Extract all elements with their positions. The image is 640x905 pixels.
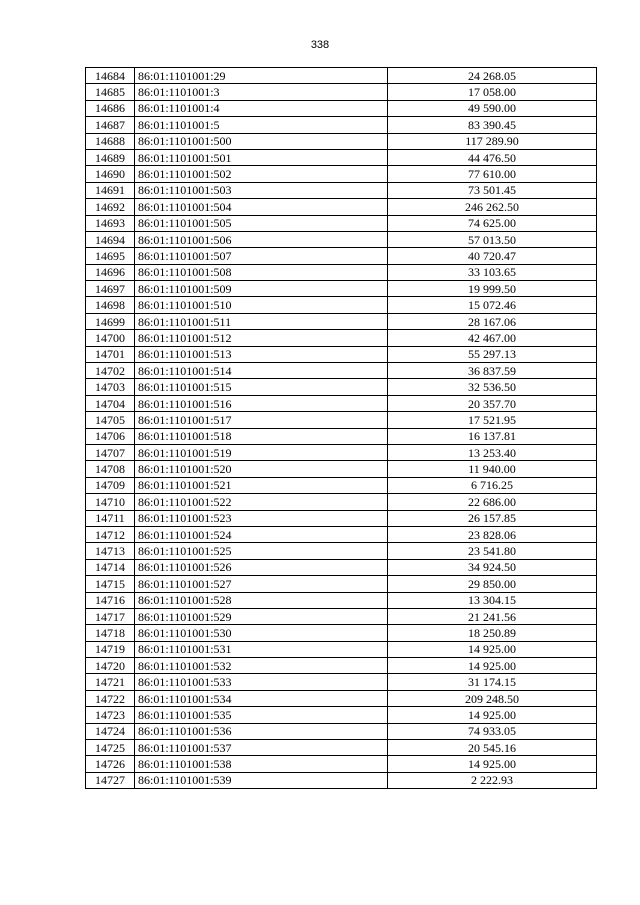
table-row [86, 526, 597, 542]
cadastral-number: 86:01:1101001:537 [135, 740, 388, 756]
cadastral-number: 86:01:1101001:528 [135, 592, 388, 608]
cadastral-value: 22 686.00 [388, 494, 597, 510]
table-row [86, 100, 597, 116]
table-row [86, 199, 597, 215]
cadastral-number: 86:01:1101001:508 [135, 264, 388, 280]
cadastral-number: 86:01:1101001:3 [135, 84, 388, 100]
table-row [86, 84, 597, 100]
row-number: 14696 [86, 264, 135, 280]
cadastral-value: 42 467.00 [388, 330, 597, 346]
cadastral-value: 23 828.06 [388, 526, 597, 542]
cadastral-number: 86:01:1101001:521 [135, 477, 388, 493]
table-row [86, 510, 597, 526]
cadastral-value: 19 999.50 [388, 281, 597, 297]
cadastral-number: 86:01:1101001:535 [135, 707, 388, 723]
cadastral-value: 15 072.46 [388, 297, 597, 313]
table-row [86, 625, 597, 641]
cadastral-value: 24 268.05 [388, 68, 597, 84]
cadastral-value: 14 925.00 [388, 707, 597, 723]
table-row [86, 117, 597, 133]
table-row [86, 248, 597, 264]
cadastral-value: 29 850.00 [388, 576, 597, 592]
table-row [86, 395, 597, 411]
table-row [86, 231, 597, 247]
table-row [86, 330, 597, 346]
table-row [86, 379, 597, 395]
cadastral-number: 86:01:1101001:531 [135, 641, 388, 657]
table-row [86, 592, 597, 608]
cadastral-value: 57 013.50 [388, 231, 597, 247]
page-number: 338 [310, 39, 330, 51]
cadastral-value: 49 590.00 [388, 100, 597, 116]
table-row [86, 756, 597, 772]
cadastral-value: 26 157.85 [388, 510, 597, 526]
cadastral-value: 28 167.06 [388, 313, 597, 329]
cadastral-value: 209 248.50 [388, 690, 597, 706]
table-row [86, 559, 597, 575]
row-number: 14720 [86, 658, 135, 674]
row-number: 14687 [86, 117, 135, 133]
row-number: 14686 [86, 100, 135, 116]
table-row [86, 264, 597, 280]
row-number: 14691 [86, 182, 135, 198]
table-row [86, 166, 597, 182]
cadastral-number: 86:01:1101001:505 [135, 215, 388, 231]
cadastral-number: 86:01:1101001:509 [135, 281, 388, 297]
row-number: 14685 [86, 84, 135, 100]
cadastral-value: 17 058.00 [388, 84, 597, 100]
cadastral-number: 86:01:1101001:533 [135, 674, 388, 690]
cadastral-value: 73 501.45 [388, 182, 597, 198]
table-row [86, 428, 597, 444]
table-row [86, 461, 597, 477]
row-number: 14713 [86, 543, 135, 559]
cadastral-value: 13 253.40 [388, 444, 597, 460]
table-row [86, 576, 597, 592]
cadastral-number: 86:01:1101001:530 [135, 625, 388, 641]
table-row [86, 658, 597, 674]
cadastral-value: 23 541.80 [388, 543, 597, 559]
row-number: 14702 [86, 363, 135, 379]
cadastral-number: 86:01:1101001:512 [135, 330, 388, 346]
cadastral-value: 33 103.65 [388, 264, 597, 280]
row-number: 14717 [86, 608, 135, 624]
cadastral-number: 86:01:1101001:513 [135, 346, 388, 362]
cadastral-value: 77 610.00 [388, 166, 597, 182]
cadastral-number: 86:01:1101001:534 [135, 690, 388, 706]
row-number: 14716 [86, 592, 135, 608]
cadastral-value: 83 390.45 [388, 117, 597, 133]
row-number: 14704 [86, 395, 135, 411]
cadastral-number: 86:01:1101001:523 [135, 510, 388, 526]
row-number: 14708 [86, 461, 135, 477]
row-number: 14701 [86, 346, 135, 362]
row-number: 14693 [86, 215, 135, 231]
table-row [86, 477, 597, 493]
cadastral-number: 86:01:1101001:5 [135, 117, 388, 133]
table-row [86, 494, 597, 510]
cadastral-value: 2 222.93 [388, 772, 597, 788]
cadastral-value-table [85, 67, 597, 789]
row-number: 14695 [86, 248, 135, 264]
row-number: 14722 [86, 690, 135, 706]
table-row [86, 444, 597, 460]
cadastral-number: 86:01:1101001:526 [135, 559, 388, 575]
cadastral-number: 86:01:1101001:4 [135, 100, 388, 116]
row-number: 14697 [86, 281, 135, 297]
cadastral-value: 6 716.25 [388, 477, 597, 493]
row-number: 14706 [86, 428, 135, 444]
cadastral-number: 86:01:1101001:501 [135, 149, 388, 165]
row-number: 14718 [86, 625, 135, 641]
cadastral-number: 86:01:1101001:29 [135, 68, 388, 84]
row-number: 14690 [86, 166, 135, 182]
table-row [86, 740, 597, 756]
row-number: 14694 [86, 231, 135, 247]
table-body [86, 68, 597, 789]
cadastral-value: 17 521.95 [388, 412, 597, 428]
table-row [86, 363, 597, 379]
cadastral-value: 246 262.50 [388, 199, 597, 215]
cadastral-value: 14 925.00 [388, 658, 597, 674]
row-number: 14721 [86, 674, 135, 690]
cadastral-number: 86:01:1101001:536 [135, 723, 388, 739]
cadastral-value: 20 357.70 [388, 395, 597, 411]
row-number: 14726 [86, 756, 135, 772]
row-number: 14692 [86, 199, 135, 215]
cadastral-value: 34 924.50 [388, 559, 597, 575]
cadastral-number: 86:01:1101001:539 [135, 772, 388, 788]
cadastral-number: 86:01:1101001:500 [135, 133, 388, 149]
table-row [86, 149, 597, 165]
cadastral-number: 86:01:1101001:503 [135, 182, 388, 198]
cadastral-value: 16 137.81 [388, 428, 597, 444]
cadastral-value: 18 250.89 [388, 625, 597, 641]
cadastral-number: 86:01:1101001:538 [135, 756, 388, 772]
cadastral-number: 86:01:1101001:511 [135, 313, 388, 329]
cadastral-number: 86:01:1101001:515 [135, 379, 388, 395]
cadastral-value: 13 304.15 [388, 592, 597, 608]
cadastral-number: 86:01:1101001:524 [135, 526, 388, 542]
cadastral-number: 86:01:1101001:529 [135, 608, 388, 624]
row-number: 14707 [86, 444, 135, 460]
row-number: 14723 [86, 707, 135, 723]
cadastral-number: 86:01:1101001:519 [135, 444, 388, 460]
table-row [86, 68, 597, 84]
cadastral-value: 74 625.00 [388, 215, 597, 231]
cadastral-value: 36 837.59 [388, 363, 597, 379]
row-number: 14714 [86, 559, 135, 575]
cadastral-number: 86:01:1101001:507 [135, 248, 388, 264]
table-row [86, 182, 597, 198]
cadastral-value: 32 536.50 [388, 379, 597, 395]
cadastral-number: 86:01:1101001:518 [135, 428, 388, 444]
table-row [86, 313, 597, 329]
cadastral-value: 14 925.00 [388, 756, 597, 772]
table-row [86, 346, 597, 362]
cadastral-number: 86:01:1101001:510 [135, 297, 388, 313]
cadastral-number: 86:01:1101001:502 [135, 166, 388, 182]
cadastral-number: 86:01:1101001:514 [135, 363, 388, 379]
cadastral-number: 86:01:1101001:504 [135, 199, 388, 215]
cadastral-value: 31 174.15 [388, 674, 597, 690]
cadastral-number: 86:01:1101001:522 [135, 494, 388, 510]
row-number: 14712 [86, 526, 135, 542]
row-number: 14705 [86, 412, 135, 428]
table-row [86, 412, 597, 428]
table-row [86, 772, 597, 788]
table-row [86, 723, 597, 739]
row-number: 14709 [86, 477, 135, 493]
cadastral-number: 86:01:1101001:516 [135, 395, 388, 411]
row-number: 14710 [86, 494, 135, 510]
table-row [86, 608, 597, 624]
table-row [86, 690, 597, 706]
row-number: 14689 [86, 149, 135, 165]
cadastral-value: 14 925.00 [388, 641, 597, 657]
cadastral-value: 55 297.13 [388, 346, 597, 362]
row-number: 14724 [86, 723, 135, 739]
cadastral-number: 86:01:1101001:527 [135, 576, 388, 592]
table-row [86, 543, 597, 559]
row-number: 14719 [86, 641, 135, 657]
table-row [86, 297, 597, 313]
table-row [86, 215, 597, 231]
row-number: 14725 [86, 740, 135, 756]
cadastral-number: 86:01:1101001:532 [135, 658, 388, 674]
row-number: 14688 [86, 133, 135, 149]
cadastral-number: 86:01:1101001:520 [135, 461, 388, 477]
row-number: 14698 [86, 297, 135, 313]
table-row [86, 674, 597, 690]
cadastral-value: 40 720.47 [388, 248, 597, 264]
row-number: 14699 [86, 313, 135, 329]
row-number: 14727 [86, 772, 135, 788]
cadastral-number: 86:01:1101001:506 [135, 231, 388, 247]
cadastral-value: 44 476.50 [388, 149, 597, 165]
cadastral-value: 21 241.56 [388, 608, 597, 624]
cadastral-number: 86:01:1101001:517 [135, 412, 388, 428]
row-number: 14711 [86, 510, 135, 526]
table-row [86, 641, 597, 657]
cadastral-number: 86:01:1101001:525 [135, 543, 388, 559]
cadastral-value: 117 289.90 [388, 133, 597, 149]
row-number: 14700 [86, 330, 135, 346]
table-row [86, 707, 597, 723]
row-number: 14715 [86, 576, 135, 592]
row-number: 14684 [86, 68, 135, 84]
cadastral-value: 11 940.00 [388, 461, 597, 477]
cadastral-value: 74 933.05 [388, 723, 597, 739]
cadastral-value: 20 545.16 [388, 740, 597, 756]
table-row [86, 281, 597, 297]
table-row [86, 133, 597, 149]
row-number: 14703 [86, 379, 135, 395]
